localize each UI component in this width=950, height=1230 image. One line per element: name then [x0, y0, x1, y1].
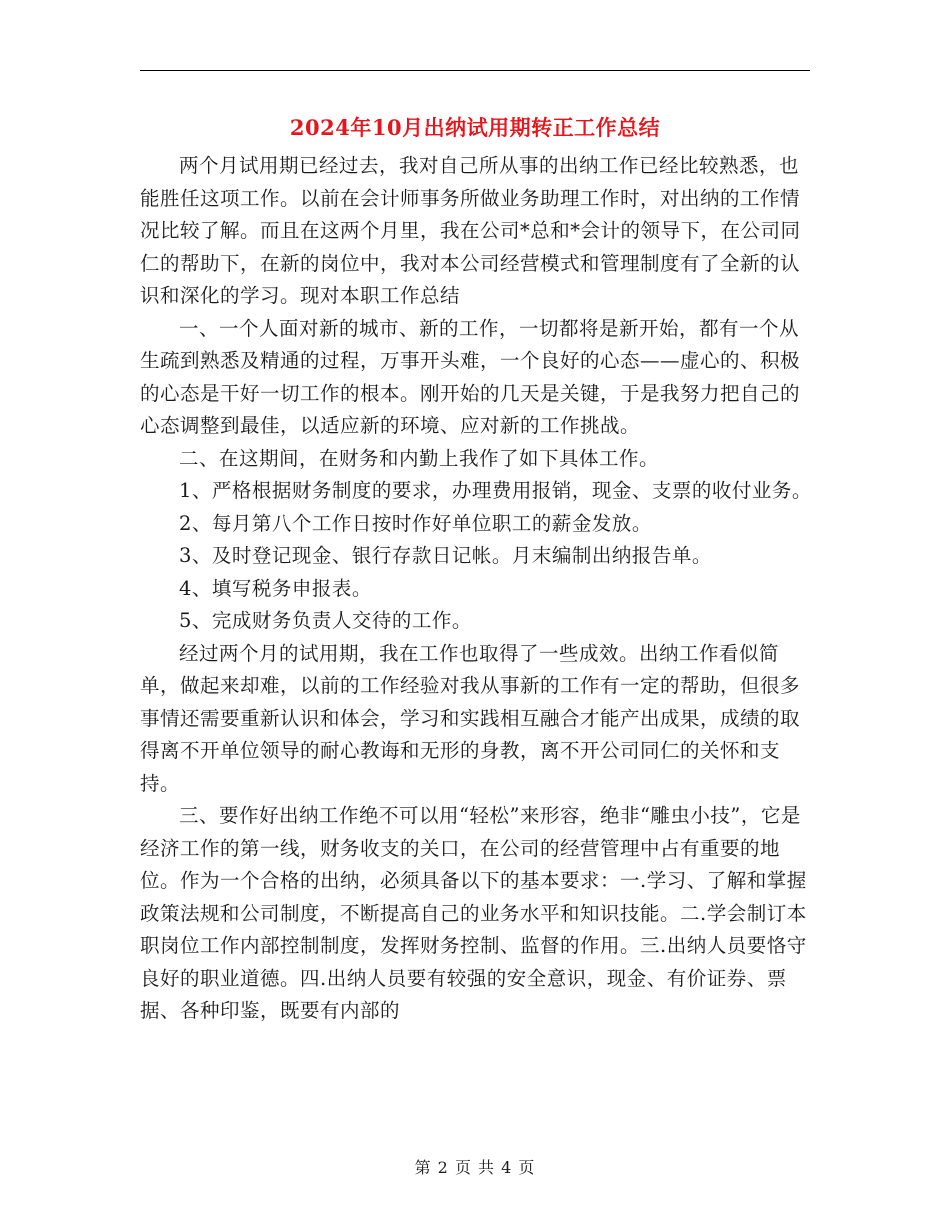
document-body: [140, 150, 812, 1028]
body-paragraph: 三、要作好出纳工作绝不可以用“轻松”来形容，绝非“雕虫小技”，它是经济工作的第一线，财务收支的关口，在公司的经营管理中占有重要的地位。作为一个合格的出纳，必须具备以下的基本要求：一.学习、了解和掌握政策法规和公司制度，不断提高自己的业务水平和知识技能。二.学会制订本职岗位工作内部控制制度，发挥财务控制、监督的作用。三.出纳人员要恪守良好的职业道德。四.出纳人员要有较强的安全意识，现金、有价证券、票据、各种印鉴，既要有内部的: [140, 804, 807, 1022]
body-paragraph: 1、严格根据财务制度的要求，办理费用报销，现金、支票的收付业务。: [179, 479, 812, 502]
body-paragraph: 2、每月第八个工作日按时作好单位职工的薪金发放。: [179, 511, 652, 535]
body-paragraph: 4、填写税务申报表。: [179, 576, 372, 600]
header-rule: [140, 70, 810, 71]
body-paragraph: 3、及时登记现金、银行存款日记帐。月末编制出纳报告单。: [179, 544, 712, 567]
body-paragraph: 一、一个人面对新的城市、新的工作，一切都将是新开始，都有一个从生疏到熟悉及精通的过程，万事开头难，一个良好的心态——虚心的、积极的心态是干好一切工作的根本。刚开始的几天是关键，于是我努力把自己的心态调整到最佳，以适应新的环境、应对新的工作挑战。: [140, 316, 801, 437]
body-paragraph: 两个月试用期已经过去，我对自己所从事的出纳工作已经比较熟悉，也能胜任这项工作。以前在会计师事务所做业务助理工作时，对出纳的工作情况比较了解。而且在这两个月里，我在公司*总和*会计的领导下，在公司同仁的帮助下，在新的岗位中，我对本公司经营模式和管理制度有了全新的认识和深化的学习。现对本职工作总结: [140, 154, 801, 307]
body-paragraph: 二、在这期间，在财务和内勤上我作了如下具体工作。: [179, 446, 660, 470]
body-paragraph: 经过两个月的试用期，我在工作也取得了一些成效。出纳工作看似简单，做起来却难，以前的工作经验对我从事新的工作有一定的帮助，但很多事情还需要重新认识和体会，学习和实践相互融合才能产出成果，成绩的取得离不开单位领导的耐心教诲和无形的身教，离不开公司同仁的关怀和支持。: [140, 641, 801, 795]
body-paragraph: 5、完成财务负责人交待的工作。: [179, 609, 472, 632]
page-number-footer: 第 2 页 共 4 页: [414, 1158, 536, 1177]
document-title: 2024年10月出纳试用期转正工作总结: [289, 115, 661, 140]
